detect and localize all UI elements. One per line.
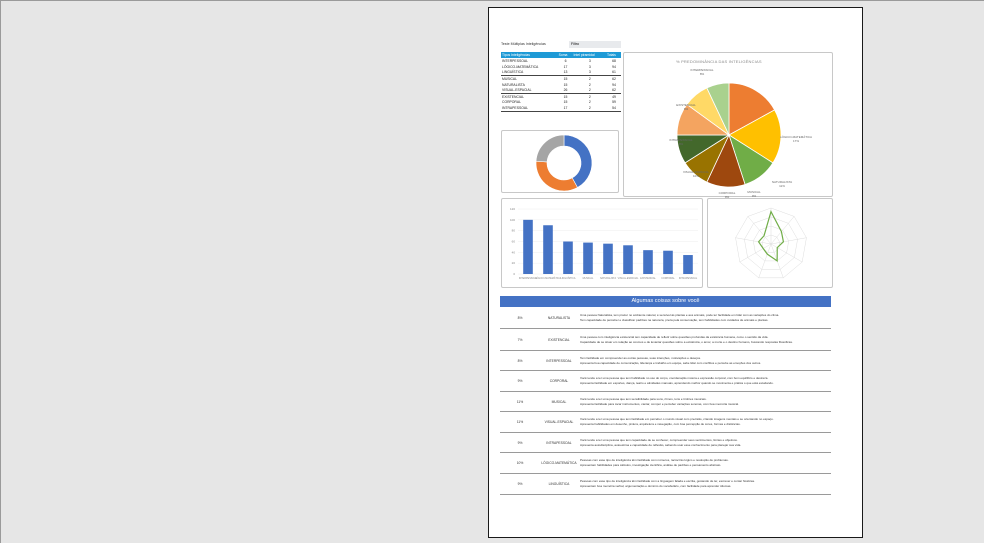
radar-axis [771,238,806,244]
row-description [578,417,831,426]
table-cell: MUSICAL [501,76,558,82]
bar [663,251,673,274]
bar [623,245,633,274]
bar-xtick: CORPORAL [661,277,675,280]
radar-axis [748,216,771,244]
row-description-line: Apresentam habilidades para cálculos, investigação científica, análise de padrões e pensamento abstrato. [580,463,722,467]
pie-label-name: INTERPESSOAL [690,68,714,72]
bar-ytick: 20 [511,261,515,266]
table-cell: 2 [573,93,607,99]
bar [543,225,553,274]
pie-label-pct: 9% [751,194,757,198]
donut-chart [502,131,620,194]
table-cell: CORPORAL [502,100,522,105]
row-percent: 8% [517,316,523,320]
table-cell: 49 [606,93,621,99]
pie-label-pct: 11% [779,184,785,188]
table-cell: 62 [606,76,621,82]
donut-segment [536,161,577,191]
row-description-line: Apresenta habilidades em desenho, pintura, arquitetura e navegação, com boa percepção de cores, formas e distâncias. [580,422,741,426]
table-cell: 54 [606,105,621,111]
table-cell: 15 [558,76,573,82]
row-percent: 9% [517,440,523,445]
bar [563,242,573,275]
table-cell: 2 [588,100,591,105]
intelligence-table [501,52,621,112]
row-description [578,458,831,467]
list-item [500,329,831,351]
table-cell: 15 [563,82,568,87]
table-cell: 59 [612,100,616,105]
pie-label-name: LÓGICO-MATEMÁTICA [779,135,813,139]
row-name: EXISTENCIAL [548,337,570,342]
bar-xtick: VISUAL-ESPACIAL [617,277,639,280]
bar-xtick: EXISTENCIAL [640,277,656,280]
pie-label-pct: 10% [692,174,700,178]
pie-chart-box [623,52,833,197]
pie-label-name: NATURALISTA [771,180,793,184]
row-name: CORPORAL [549,379,569,383]
row-name: MUSICAL [551,399,567,404]
donut-chart-box [501,130,619,193]
table-cell: NATURALISTA [502,82,525,87]
table-cell: 2 [573,76,607,82]
pie-chart-title: % PREDOMINÂNCIA DAS INTELIGÊNCIAS [676,59,762,64]
pie-label-pct: 8% [699,72,705,76]
bar-chart-box [501,198,703,288]
bar-chart [502,199,704,289]
row-description-line: Você tende a ter uma pessoa que tem facilidade em perceber o mundo visual com precisão, criando imagens mentais e se orientando no espaço. [580,417,774,422]
row-description [578,313,831,322]
row-description-line: Pessoas com esse tipo de inteligência têm facilidade com números, raciocínio lógico e resolução de problemas. [580,458,729,463]
table-cell: VISUAL-ESPACIAL [502,88,532,93]
row-percent: 11% [516,420,524,424]
bar-xtick: INTRAPESSOAL [678,277,698,280]
row-description-line: Você tende a ter uma pessoa que tem habilidade no uso do corpo, coordenação motora e expressão corporal, com bom equilíbrio e destreza. [580,376,769,381]
table-cell: EXISTENCIAL [501,93,558,99]
row-name: LÓGICO-MATEMÁTICA [541,461,577,465]
table-cell: INTERPESSOAL [502,58,529,63]
table-cell: 26 [563,88,568,93]
pie-label-pct: 8% [678,142,684,146]
row-description-line: Apresenta facilidade em esportes, dança, teatro e atividades manuais, aprendendo melhor quando se movimenta e pratica o que está estudando. [580,381,774,385]
row-description-line: Pessoas com esse tipo de inteligência têm facilidade com a linguagem falada e escrita, gostando de ler, escrever e contar histórias. [580,479,755,484]
header-total: Totais [606,52,621,58]
row-description-line: Você tende a ter uma pessoa que tem sensibilidade para sons, ritmos, tons e timbres musicais. [580,396,707,401]
row-percent: 7% [517,337,523,342]
row-description-line: Uma pessoa Naturalista, tem prazer no ambiente natural, é sensível às plantas e aos animais, pode ter facilidade em lidar com as variações do clima. [580,313,780,318]
table-cell: 2 [573,105,607,111]
table-cell: 3 [588,70,591,75]
row-percent: 9% [517,482,523,486]
row-description-line: Tem capacidade de perceber e classificar padrões na natureza, preza pela conservação, tem habilidades com cuidados de animais e plantas. [580,318,769,322]
table-cell: 68 [612,58,616,63]
table-cell: 15 [558,93,573,99]
bar-xtick: LÓGICO-MATEMÁTICA [535,277,561,280]
list-item [500,392,831,412]
row-description-line: Apresenta autodisciplina, autoestima e capacidade de reflexão, sabendo usar esse conhecimento para planejar sua vida. [580,442,742,447]
row-description-line: Apresentam boa memória verbal, argumentação e domínio do vocabulário, com facilidade para aprender idiomas. [580,484,732,488]
list-item [500,433,831,453]
list-item [500,351,831,371]
table-cell: 2 [588,88,591,93]
bar-ytick: 40 [511,250,515,255]
pie-label-name: INTRAPESSOAL [669,138,693,142]
row-description [578,376,831,385]
row-description [578,356,831,365]
header-sum: Soma [558,52,573,58]
table-cell: LÓGICO-MATEMÁTICA [502,64,539,69]
row-name: LINGUÍSTICA [548,482,570,486]
report-page [488,7,863,538]
pie-label-name: CORPORAL [718,191,736,195]
row-description-line: Uma pessoa com inteligência existencial tem capacidade de refletir sobre questões profundas da existência humana, como o sentido da vida. [580,334,769,339]
table-row [501,105,621,111]
row-percent: 8% [517,358,523,363]
section-title: Algumas coisas sobre você [500,296,831,307]
list-item [500,453,831,474]
bar-xtick: LINGUÍSTICA [560,277,576,280]
bar-ytick: 80 [511,228,515,233]
bar-ytick: 0 [513,272,515,276]
table-cell: 6 [564,58,567,63]
pie-label-pct: 9% [724,195,730,198]
bar-xtick: INTERPESSOAL [518,277,538,280]
bar [603,244,613,274]
row-description-line: Apresenta facilidade para tocar instrumentos, cantar, compor e perceber variações sonoras, com boa memória musical. [580,401,739,406]
table-cell: 15 [563,100,568,105]
table-cell: 3 [588,64,591,69]
row-percent: 10% [516,461,524,465]
radar-chart-box [707,198,833,288]
bar-ytick: 60 [511,239,515,244]
table-cell: 17 [563,64,568,69]
row-description [578,479,831,488]
bar [643,250,653,274]
row-description [578,335,831,344]
row-name: INTERPESSOAL [546,358,572,363]
description-list [500,308,831,495]
donut-segment [536,135,564,162]
row-percent: 11% [516,399,524,404]
row-percent: 9% [517,379,523,383]
list-item [500,474,831,495]
row-description [578,397,831,406]
pie-label-pct: 6% [683,107,689,111]
table-cell: 17 [558,105,573,111]
list-item [500,308,831,329]
header-pyramid: Intel piramidal [573,52,607,58]
header-type: Tipos Inteligências [501,52,558,58]
row-description-line: Capacidade de se situar em relação ao cosmos e de levantar questões sobre a existência, o amor, a morte e o destino humano, buscando respostas filosóficas. [580,339,793,344]
pie-label-name: MUSICAL [747,190,761,194]
pie-label-pct: 17% [792,139,800,143]
table-cell: LINGUÍSTICA [502,70,524,75]
test-value: Filtro [569,41,621,48]
table-cell: INTRAPESSOAL [501,105,558,111]
bar [583,243,593,274]
table-cell: 3 [588,58,591,63]
list-item [500,371,831,392]
list-item [500,412,831,433]
table-cell: 94 [612,82,616,87]
row-description-line: Você tende a ter uma pessoa que tem capacidade de se conhecer, compreender seus sentimentos, limites e objetivos. [580,437,738,442]
row-description-line: Apresenta boa capacidade de comunicação, liderança e trabalho em equipe, sabe lidar com conflitos e percebe as emoções dos outros. [580,360,762,365]
row-description-line: Tem facilidade em compreender as outras pessoas, suas intenções, motivações e desejos. [580,355,701,360]
radar-axis [736,238,771,244]
row-name: INTRAPESSOAL [546,440,572,445]
row-description [578,438,831,447]
table-cell: 13 [563,70,568,75]
table-cell: 94 [612,64,616,69]
table-cell: 61 [612,70,616,75]
pie-chart [624,53,834,198]
test-label: Teste Múltiplas Inteligências [501,42,546,46]
radar-chart [708,199,834,289]
row-name: VISUAL-ESPACIAL [544,420,574,424]
table-cell: 2 [588,82,591,87]
pie-label-name: VISUAL-ESPACIAL [682,170,710,174]
bar [523,220,533,274]
row-name: NATURALISTA [547,316,571,320]
bar-ytick: 100 [509,217,515,222]
table-cell: 62 [612,88,616,93]
bar [683,255,693,274]
bar-ytick: 120 [509,207,515,211]
bar-xtick: NATURALISTA [599,277,617,280]
pie-label-name: EXISTENCIAL [676,103,696,107]
bar-xtick: MUSICAL [582,277,594,280]
